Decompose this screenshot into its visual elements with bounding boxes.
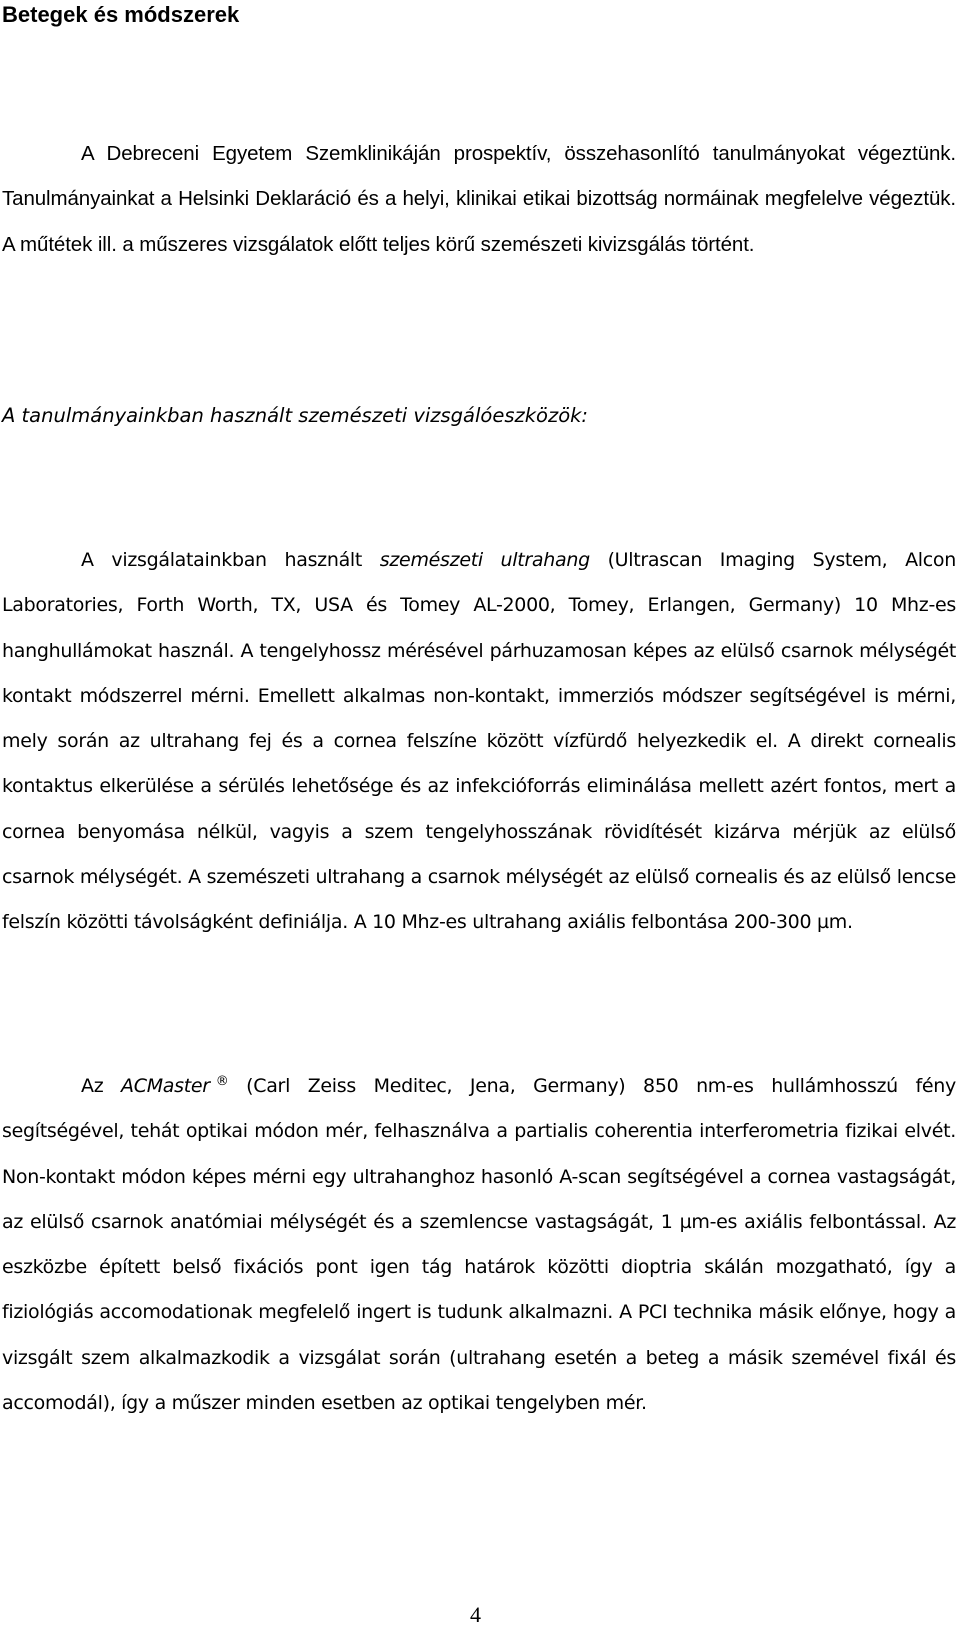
ultrasound-paragraph-start: A vizsgálatainkban használt — [81, 549, 380, 571]
ultrasound-term: szemészeti ultrahang — [379, 549, 590, 571]
ultrasound-paragraph — [2, 538, 956, 946]
acmaster-paragraph-rest: (Carl Zeiss Meditec, Jena, Germany) 850 nm-es hullámhosszú fény segítségével, tehát optikai módon mér, felhasználva a partialis coherentia interferometria fizikai elvét. Non-kontakt módon képes mérni egy ultrahanghoz hasonló A-scan segítségével a cornea vastagságát, az elülső csarnok anatómiai mélységét és a szemlencse vastagságát, 1 µm-es axiális felbontással. Az eszközbe épített belső fixációs pont igen tág határok közötti dioptria skálán mozgatható, így a fiziológiás accomodationak megfelelő ingert is tudunk alkalmazni. A PCI technika másik előnye, hogy a vizsgált szem alkalmazkodik a vizsgálat során (ultrahang esetén a beteg a másik szemével fixál és accomodál), így a műszer minden esetben az optikai tengelyben mér. — [2, 1075, 956, 1415]
page-number: 4 — [470, 1602, 481, 1627]
acmaster-paragraph-start: Az — [81, 1075, 122, 1097]
subheading: A tanulmányainkban használt szemészeti vizsgálóeszközök: — [2, 404, 588, 427]
acmaster-paragraph — [2, 1064, 956, 1426]
intro-paragraph: A Debreceni Egyetem Szemklinikáján prospektív, összehasonlító tanulmányokat végeztünk. Tanulmányainkat a Helsinki Deklaráció és a helyi, klinikai etikai bizottság normáinak megfelelve végeztük. A műtétek ill. a műszeres vizsgálatok előtt teljes körű szemészeti kivizsgálás történt. — [2, 142, 956, 256]
registered-mark: ® — [215, 1073, 229, 1089]
section-heading: Betegek és módszerek — [2, 2, 240, 27]
acmaster-term: ACMaster — [121, 1075, 210, 1097]
ultrasound-paragraph-rest: (Ultrascan Imaging System, Alcon Laboratories, Forth Worth, TX, USA és Tomey AL-2000, Tomey, Erlangen, Germany) 10 Mhz-es hanghullámokat használ. A tengelyhossz mérésével párhuzamosan képes az elülső csarnok mélységét kontakt módszerrel mérni. Emellett alkalmas non-kontakt, immerziós módszer segítségével is mérni, mely során az ultrahang fej és a cornea felszíne között vízfürdő helyezkedik el. A direkt cornealis kontaktus elkerülése a sérülés lehetősége és az infekcióforrás eliminálása mellett azért fontos, mert a cornea benyomása nélkül, vagyis a szem tengelyhosszának rövidítését kizárva mérjük az elülső csarnok mélységét. A szemészeti ultrahang a csarnok mélységét az elülső cornealis és az elülső lencse felszín közötti távolságként definiálja. A 10 Mhz-es ultrahang axiális felbontása 200-300 µm. — [2, 549, 956, 934]
